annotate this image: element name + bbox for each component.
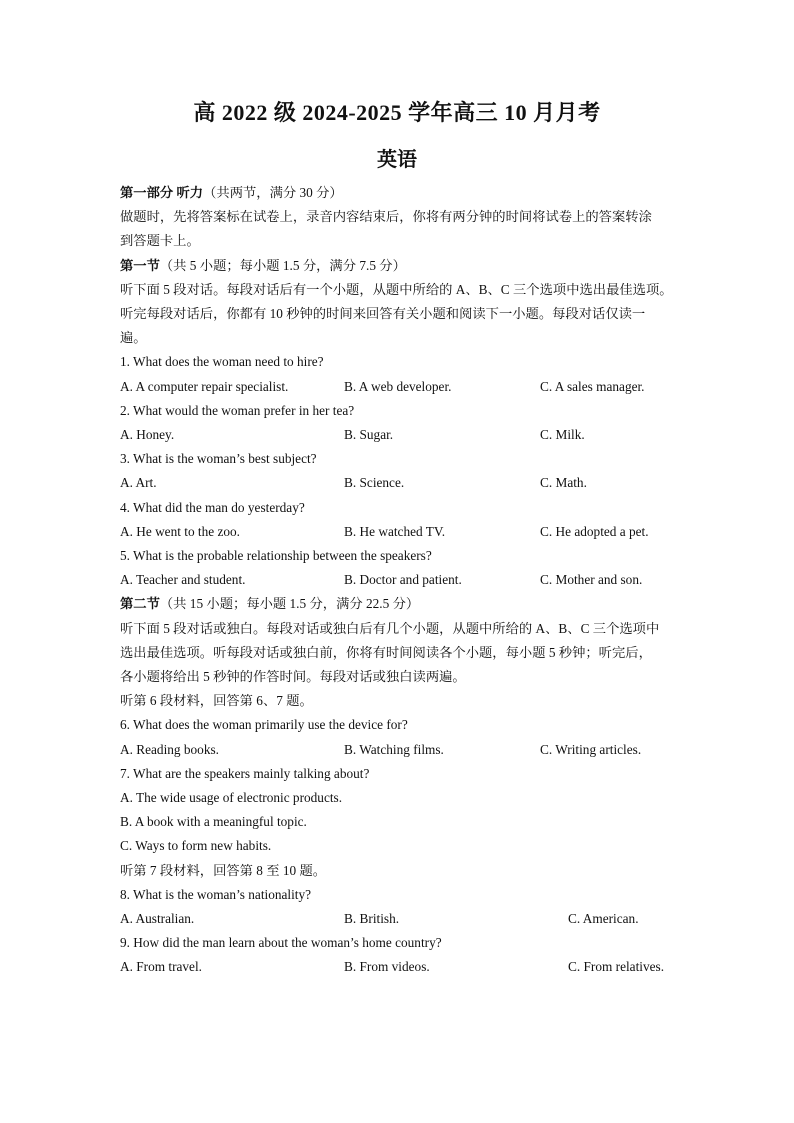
option-b: B. Science. — [344, 475, 405, 491]
option-b: B. Sugar. — [344, 427, 394, 443]
option-c: C. American. — [568, 911, 639, 926]
option-b: B. British. — [344, 911, 400, 926]
question-stem: 6. What does the woman primarily use the device for? — [120, 717, 408, 733]
section2-instruction-line: 各小题将给出 5 秒钟的作答时间。每段对话或独白读两遍。 — [120, 668, 466, 684]
section1-heading-label: 第一节 — [120, 257, 160, 273]
option-a: A. He went to the zoo. — [120, 523, 241, 539]
question-stem: 2. What would the woman prefer in her tea? — [120, 402, 355, 418]
question-options — [120, 907, 680, 931]
option-c: C. Ways to form new habits. — [120, 838, 272, 854]
option-a: A. The wide usage of electronic products. — [120, 789, 343, 805]
option-b: B. A book with a meaningful topic. — [120, 814, 307, 830]
option-a: A. Australian. — [120, 911, 195, 926]
question-stem: 7. What are the speakers mainly talking about? — [120, 765, 370, 781]
option-c: C. He adopted a pet. — [540, 523, 649, 539]
part1-intro-line: 做题时，先将答案标在试卷上，录音内容结束后，你将有两分钟的时间将试卷上的答案转涂 — [120, 209, 652, 225]
option-a: A. A computer repair specialist. — [120, 378, 289, 394]
section1-instruction-line: 遍。 — [120, 330, 147, 346]
section2-heading-label: 第二节 — [120, 596, 160, 612]
question-options — [120, 568, 680, 592]
section1-heading-detail: （共 5 小题；每小题 1.5 分，满分 7.5 分） — [159, 257, 406, 273]
option-a: A. From travel. — [120, 959, 202, 975]
question-options — [120, 375, 680, 399]
material-label: 听第 7 段材料，回答第 8 至 10 题。 — [120, 862, 327, 878]
part1-intro-line: 到答题卡上。 — [120, 233, 200, 249]
exam-title: 高 2022 级 2024-2025 学年高三 10 月月考 — [193, 100, 601, 125]
question-options — [120, 471, 680, 495]
question-stem: 9. How did the man learn about the woman’s home country? — [120, 935, 442, 951]
option-a: A. Honey. — [120, 427, 175, 443]
question-options — [120, 520, 680, 544]
section2-instruction-line: 听下面 5 段对话或独白。每段对话或独白后有几个小题，从题中所给的 A、B、C 三个选项中 — [120, 620, 660, 636]
option-b: B. A web developer. — [344, 378, 452, 394]
subject-title: 英语 — [377, 149, 417, 171]
option-c: C. Math. — [540, 475, 587, 491]
section2-instruction-line: 选出最佳选项。听每段对话或独白前，你将有时间阅读各个小题，每小题 5 秒钟；听完后， — [120, 644, 652, 660]
section2-heading-detail: （共 15 小题；每小题 1.5 分，满分 22.5 分） — [159, 596, 420, 612]
question-options — [120, 738, 680, 762]
section1-heading — [120, 254, 680, 278]
question-stem: 5. What is the probable relationship between the speakers? — [120, 547, 432, 563]
section2-heading — [120, 592, 680, 616]
material-label: 听第 6 段材料，回答第 6、7 题。 — [120, 693, 313, 709]
exam-content — [120, 181, 680, 980]
section1-instruction-line: 听完每段对话后，你都有 10 秒钟的时间来回答有关小题和阅读下一小题。每段对话仅读一 — [120, 306, 646, 322]
question-options — [120, 423, 680, 447]
part1-heading — [120, 181, 680, 205]
option-b: B. From videos. — [344, 959, 430, 975]
option-c: C. From relatives. — [568, 959, 665, 975]
option-a: A. Reading books. — [120, 741, 219, 757]
part1-heading-label: 第一部分 听力 — [120, 185, 204, 200]
option-b: B. He watched TV. — [344, 523, 446, 539]
option-c: C. Milk. — [540, 427, 585, 443]
option-b: B. Watching films. — [344, 741, 444, 757]
question-stem: 3. What is the woman’s best subject? — [120, 451, 317, 467]
option-c: C. Mother and son. — [540, 572, 643, 588]
question-options — [120, 955, 680, 979]
option-b: B. Doctor and patient. — [344, 572, 462, 588]
option-a: A. Teacher and student. — [120, 572, 246, 588]
part1-heading-detail: （共两节，满分 30 分） — [203, 185, 343, 200]
question-stem: 4. What did the man do yesterday? — [120, 499, 305, 515]
question-stem: 8. What is the woman’s nationality? — [120, 886, 312, 902]
option-c: C. Writing articles. — [540, 741, 642, 757]
option-c: C. A sales manager. — [540, 378, 645, 394]
option-a: A. Art. — [120, 475, 157, 491]
section1-instruction-line: 听下面 5 段对话。每段对话后有一个小题，从题中所给的 A、B、C 三个选项中选出最佳选项。 — [120, 281, 673, 297]
question-stem: 1. What does the woman need to hire? — [120, 354, 324, 370]
